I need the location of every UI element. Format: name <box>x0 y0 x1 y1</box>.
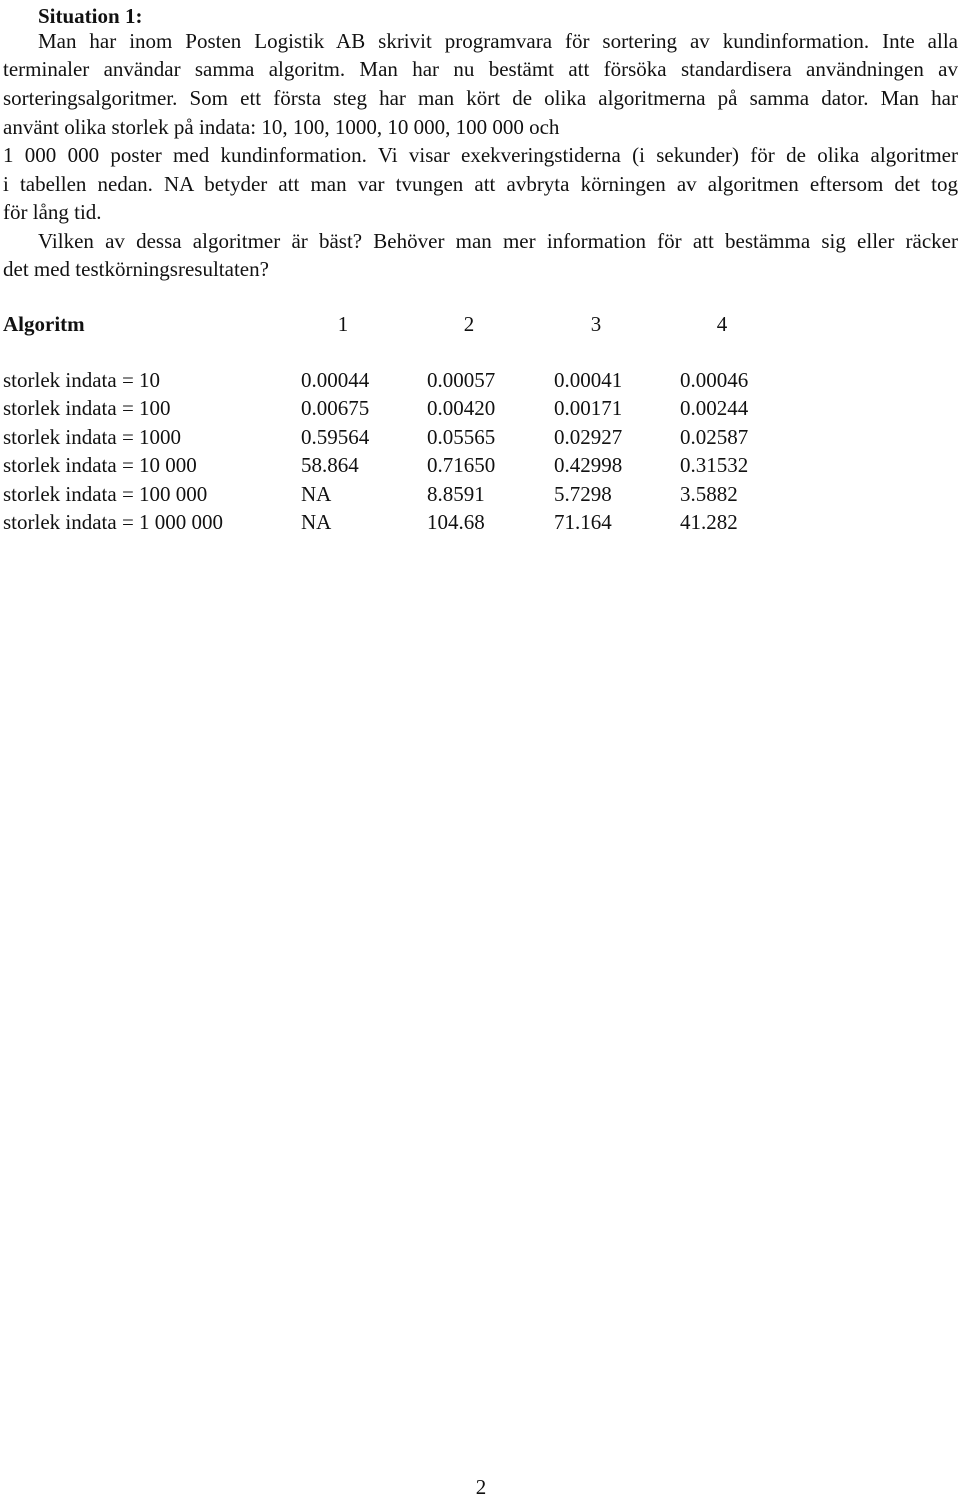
table-cell: 0.02587 <box>680 425 749 449</box>
row-label: storlek indata = 10 000 <box>3 453 197 477</box>
paragraph-line: sorteringsalgoritmer. Som ett första steg har man kört de olika algoritmerna på samma dator. Man har <box>3 86 958 110</box>
table-cell: 0.59564 <box>301 425 370 449</box>
row-label: storlek indata = 100 000 <box>3 482 208 506</box>
table-cell: 0.00041 <box>554 368 623 392</box>
table-cell: 0.05565 <box>427 425 496 449</box>
paragraph-line: 1 000 000 poster med kundinformation. Vi visar exekveringstiderna (i sekunder) för de olika algoritmer <box>3 143 958 167</box>
column-header: 2 <box>463 312 475 336</box>
table-cell: 0.00171 <box>554 396 623 420</box>
table-row <box>0 451 960 479</box>
table-cell: 41.282 <box>680 510 738 534</box>
table-cell: 104.68 <box>427 510 485 534</box>
paragraph-line: använt olika storlek på indata: 10, 100, 1000, 10 000, 100 000 och <box>3 115 560 139</box>
table-cell: 5.7298 <box>554 482 612 506</box>
table-cell: 0.42998 <box>554 453 623 477</box>
table-cell: 0.00675 <box>301 396 370 420</box>
table-cell: 0.00244 <box>680 396 749 420</box>
table-row <box>0 423 960 451</box>
table-cell: 71.164 <box>554 510 612 534</box>
table-row <box>0 480 960 508</box>
column-header: 1 <box>337 312 349 336</box>
table-cell: 0.02927 <box>554 425 623 449</box>
paragraph-line: för lång tid. <box>3 200 102 224</box>
table-row <box>0 508 960 536</box>
row-label: storlek indata = 1 000 000 <box>3 510 224 534</box>
table-header <box>0 309 960 339</box>
table-cell: NA <box>301 482 332 506</box>
paragraph-line: terminaler användar samma algoritm. Man har nu bestämt att försöka standardisera användningen av <box>3 57 958 81</box>
row-label: storlek indata = 1000 <box>3 425 182 449</box>
table-row <box>0 394 960 422</box>
table-row <box>0 366 960 394</box>
situation-heading: Situation 1: <box>38 4 143 28</box>
question-line: det med testkörningsresultaten? <box>3 257 269 281</box>
page-number: 2 <box>475 1475 487 1499</box>
table-cell: NA <box>301 510 332 534</box>
table-cell: 58.864 <box>301 453 359 477</box>
table-cell: 0.00420 <box>427 396 496 420</box>
column-header: 4 <box>716 312 728 336</box>
table-cell: 0.31532 <box>680 453 749 477</box>
table-cell: 8.8591 <box>427 482 485 506</box>
table-cell: 0.00057 <box>427 368 496 392</box>
row-label: storlek indata = 10 <box>3 368 161 392</box>
table-cell: 3.5882 <box>680 482 738 506</box>
table-cell: 0.00046 <box>680 368 749 392</box>
paragraph-line: i tabellen nedan. NA betyder att man var tvungen att avbryta körningen av algoritmen eftersom det tog <box>3 172 958 196</box>
question-line: Vilken av dessa algoritmer är bäst? Behöver man mer information för att bestämma sig eller räcker <box>38 229 958 253</box>
table-cell: 0.00044 <box>301 368 370 392</box>
table-cell: 0.71650 <box>427 453 496 477</box>
paragraph-line: Man har inom Posten Logistik AB skrivit programvara för sortering av kundinformation. Inte alla <box>38 29 958 53</box>
algoritm-header: Algoritm <box>3 312 85 336</box>
column-header: 3 <box>590 312 602 336</box>
row-label: storlek indata = 100 <box>3 396 171 420</box>
